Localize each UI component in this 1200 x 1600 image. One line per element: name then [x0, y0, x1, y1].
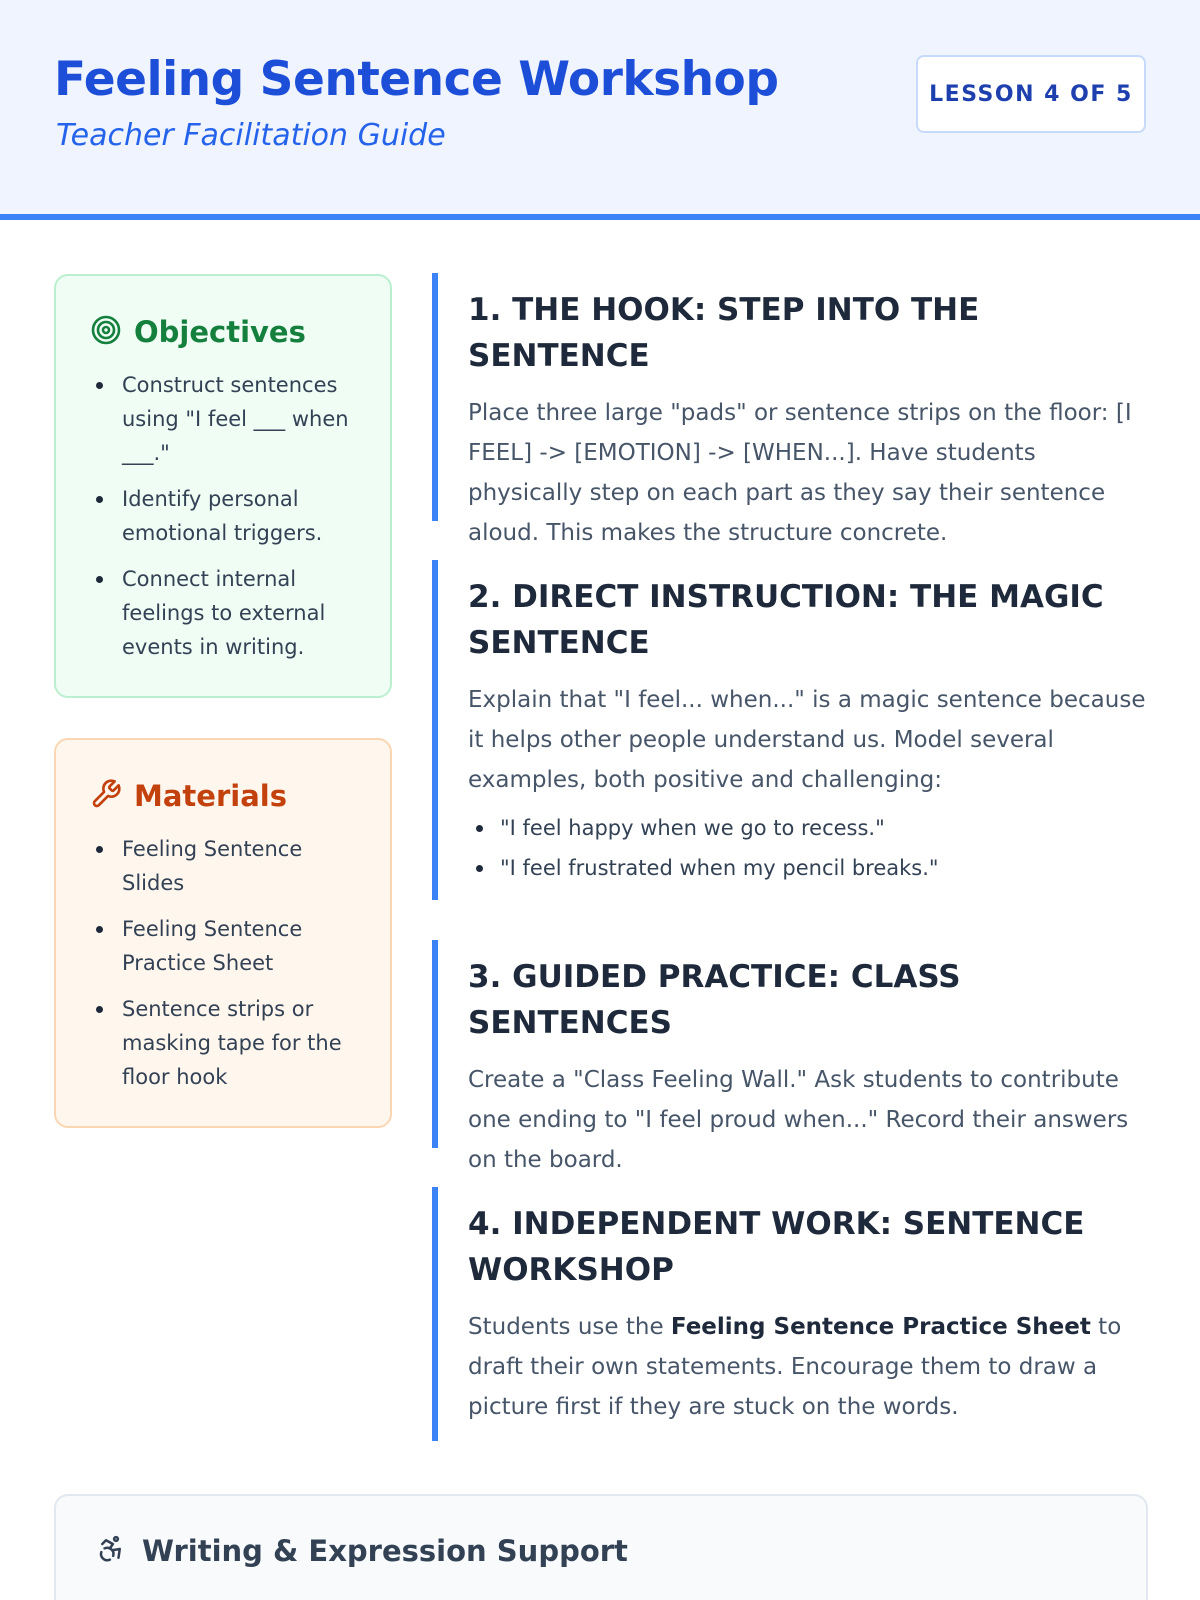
page-header — [0, 0, 1200, 220]
section-guided-practice — [432, 940, 1152, 1173]
body-text: to draft their own statements. Encourage them to draw a picture first if they are stuck on the words. — [468, 1314, 1122, 1420]
section-body: Place three large "pads" or sentence strips on the floor: [I FEEL] -> [EMOTION] -> [WHEN...]. Have students physically step on each part as they say their sentence aloud. This makes the structure concrete. — [468, 400, 1132, 546]
section-title: 4. INDEPENDENT WORK: SENTENCE WORKSHOP — [468, 1206, 1085, 1288]
page-title: Feeling Sentence Workshop — [54, 52, 779, 107]
materials-card — [54, 738, 392, 1128]
practice-sheet-name: Feeling Sentence Practice Sheet — [670, 1314, 1091, 1340]
material-item: Feeling Sentence Practice Sheet — [90, 912, 368, 980]
material-item: Sentence strips or masking tape for the floor hook — [90, 992, 368, 1094]
objective-item: Identify personal emotional triggers. — [90, 482, 368, 550]
support-title: Writing & Expression Support — [142, 1534, 628, 1568]
target-icon — [90, 314, 122, 350]
section-body: Create a "Class Feeling Wall." Ask students to contribute one ending to "I feel proud when..." Record their answers on the board. — [468, 1067, 1129, 1173]
section-title: 3. GUIDED PRACTICE: CLASS SENTENCES — [468, 959, 961, 1041]
objective-item: Construct sentences using "I feel ___ when ___." — [90, 368, 368, 470]
section-title: 1. THE HOOK: STEP INTO THE SENTENCE — [468, 292, 980, 374]
section-direct-instruction — [432, 560, 1152, 900]
section-body — [468, 1307, 1152, 1427]
objectives-header — [90, 314, 368, 350]
wrench-icon — [90, 778, 122, 814]
materials-list — [90, 832, 368, 1094]
material-item: Feeling Sentence Slides — [90, 832, 368, 900]
section-title: 2. DIRECT INSTRUCTION: THE MAGIC SENTENCE — [468, 579, 1104, 661]
objectives-title: Objectives — [134, 315, 306, 349]
body-text: Students use the — [468, 1314, 671, 1340]
materials-header — [90, 778, 368, 814]
support-panel — [54, 1494, 1148, 1600]
lesson-badge: LESSON 4 OF 5 — [916, 55, 1146, 133]
section-hook — [432, 273, 1152, 546]
support-header — [96, 1534, 628, 1568]
section-body: Explain that "I feel... when..." is a magic sentence because it helps other people understand us. Model several examples, both positive and challenging: — [468, 687, 1146, 793]
example-item: "I feel happy when we go to recess." — [468, 808, 1152, 848]
objective-item: Connect internal feelings to external events in writing. — [90, 562, 368, 664]
objectives-card — [54, 274, 392, 698]
objectives-list — [90, 368, 368, 664]
examples-list — [468, 808, 1152, 888]
example-item: "I feel frustrated when my pencil breaks." — [468, 848, 1152, 888]
accessibility-icon — [96, 1534, 126, 1568]
section-independent-work — [432, 1187, 1152, 1441]
page-subtitle: Teacher Facilitation Guide — [56, 118, 446, 153]
materials-title: Materials — [134, 779, 287, 813]
